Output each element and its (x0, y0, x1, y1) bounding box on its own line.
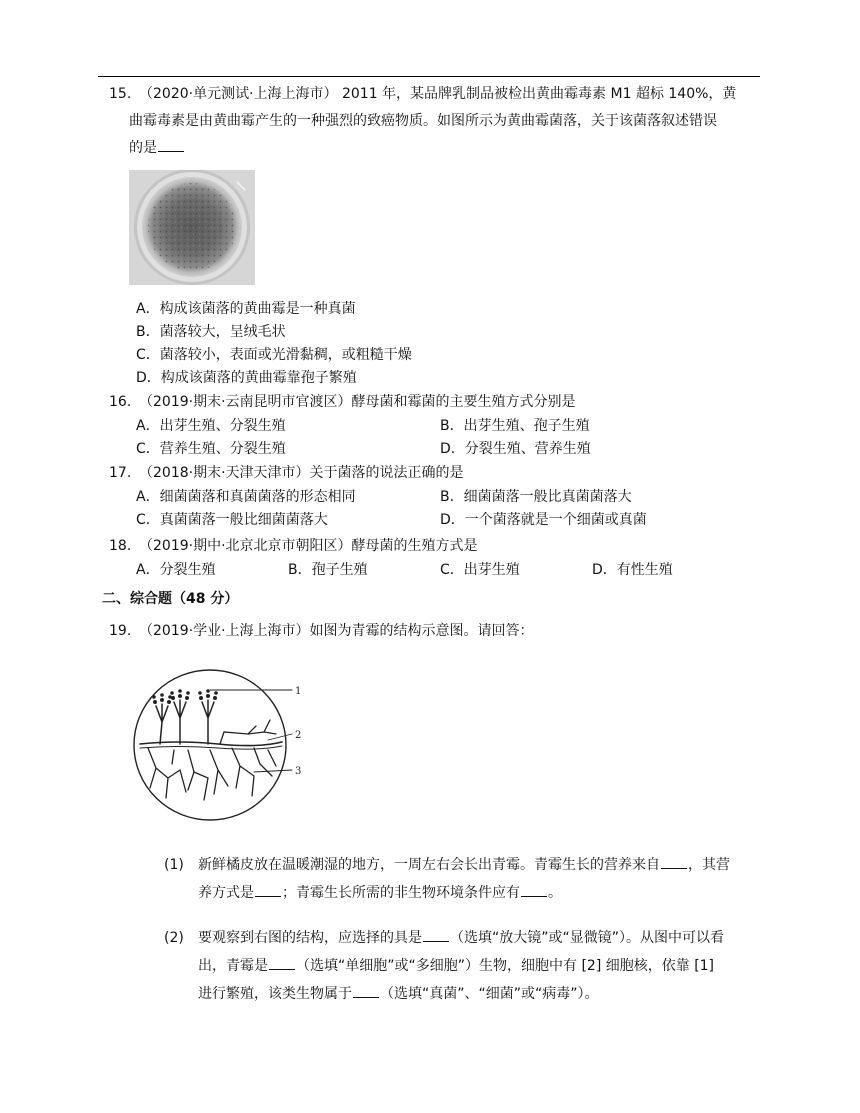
q15-option-c[interactable]: C．菌落较小，表面或光滑黏稠，或粗糙干燥 (136, 347, 412, 363)
answer-blank[interactable] (661, 852, 687, 869)
q17-option-c[interactable]: C．真菌菌落一般比细菌菌落大 (136, 512, 328, 528)
q17-option-d[interactable]: D．一个菌落就是一个细菌或真菌 (440, 512, 647, 528)
answer-blank[interactable] (353, 981, 379, 998)
question-19 (109, 618, 764, 644)
q16-option-d[interactable]: D．分裂生殖、营养生殖 (440, 441, 591, 457)
q18-option-a[interactable]: A．分裂生殖 (136, 562, 216, 578)
subquestion-number: (2) (164, 930, 184, 946)
q18-option-b[interactable]: B．孢子生殖 (288, 562, 368, 578)
sub1-text-part1: 新鲜橘皮放在温暖潮湿的地方，一周左右会长出青霉。青霉生长的营养来自 (198, 857, 660, 873)
answer-blank[interactable] (423, 925, 449, 942)
answer-blank[interactable] (158, 135, 184, 152)
question-number: 16. (109, 394, 132, 410)
penicillium-structure-diagram (128, 660, 308, 830)
section-heading: 二、综合题（48 分） (102, 591, 239, 607)
question-15 (109, 81, 764, 107)
sub1-text-part2: ，其营 (688, 857, 730, 873)
answer-blank[interactable] (255, 880, 281, 897)
sub2-text-part5: 进行繁殖，该类生物属于 (198, 986, 352, 1002)
question-15-line3 (129, 135, 764, 161)
q18-option-c[interactable]: C．出芽生殖 (440, 562, 520, 578)
question-text: （2019·期末·云南昆明市官渡区）酵母菌和霉菌的主要生殖方式分别是 (139, 394, 576, 410)
question-17 (109, 460, 764, 486)
aspergillus-colony-image (129, 170, 255, 285)
question-number: 18. (109, 538, 132, 554)
question-number: 17. (109, 465, 132, 481)
answer-blank[interactable] (521, 880, 547, 897)
q15-option-a[interactable]: A．构成该菌落的黄曲霉是一种真菌 (136, 301, 356, 317)
q17-option-b[interactable]: B．细菌菌落一般比真菌菌落大 (440, 489, 632, 505)
top-rule (98, 76, 760, 77)
q18-option-d[interactable]: D．有性生殖 (592, 562, 673, 578)
sub2-text-part3: 出，青霉是 (198, 958, 268, 974)
question-text: （2018·期末·天津天津市）关于菌落的说法正确的是 (139, 465, 464, 481)
question-15-line2: 曲霉毒素是由黄曲霉产生的一种强烈的致癌物质。如图所示为黄曲霉菌落，关于该菌落叙述错误 (129, 113, 717, 129)
question-number: 19. (109, 623, 132, 639)
subquestion-number: (1) (164, 857, 184, 873)
sub2-text-part1: 要观察到右图的结构，应选择的具是 (198, 930, 422, 946)
q15-option-d[interactable]: D．构成该菌落的黄曲霉靠孢子繁殖 (136, 370, 357, 386)
q15-option-b[interactable]: B．菌落较大，呈绒毛状 (136, 324, 286, 340)
diagram-label-3: 3 (295, 766, 302, 777)
q19-subquestion-2 (164, 924, 766, 1008)
answer-blank[interactable] (269, 953, 295, 970)
q19-subquestion-1 (164, 851, 766, 907)
diagram-label-2: 2 (295, 730, 302, 741)
question-text-line1: （2020·单元测试·上海上海市） 2011 年，某品牌乳制品被检出黄曲霉毒素 M1 超标 140%，黄 (139, 86, 737, 102)
question-18 (109, 533, 764, 559)
sub2-text-part4: （选填“单细胞”或“多细胞”）生物，细胞中有 [2] 细胞核，依靠 [1] (296, 958, 715, 974)
q16-option-c[interactable]: C．营养生殖、分裂生殖 (136, 441, 286, 457)
q16-option-b[interactable]: B．出芽生殖、孢子生殖 (440, 418, 590, 434)
q16-option-a[interactable]: A．出芽生殖、分裂生殖 (136, 418, 286, 434)
question-16 (109, 389, 764, 415)
question-number: 15. (109, 86, 132, 102)
question-text: （2019·学业·上海上海市）如图为青霉的结构示意图。请回答： (139, 623, 534, 639)
diagram-label-1: 1 (295, 686, 302, 697)
sub1-text-part5: 。 (548, 885, 562, 901)
sub1-text-part4: ；青霉生长所需的非生物环境条件应有 (282, 885, 520, 901)
sub2-text-part2: （选填“放大镜”或“显微镜”）。从图中可以看 (450, 930, 725, 946)
question-text: （2019·期中·北京北京市朝阳区）酵母菌的生殖方式是 (139, 538, 478, 554)
q17-option-a[interactable]: A．细菌菌落和真菌菌落的形态相同 (136, 489, 356, 505)
sub2-text-part6: （选填“真菌”、“细菌”或“病毒”）。 (380, 986, 599, 1002)
sub1-text-part3: 养方式是 (198, 885, 254, 901)
question-text-line3: 的是 (129, 140, 157, 156)
